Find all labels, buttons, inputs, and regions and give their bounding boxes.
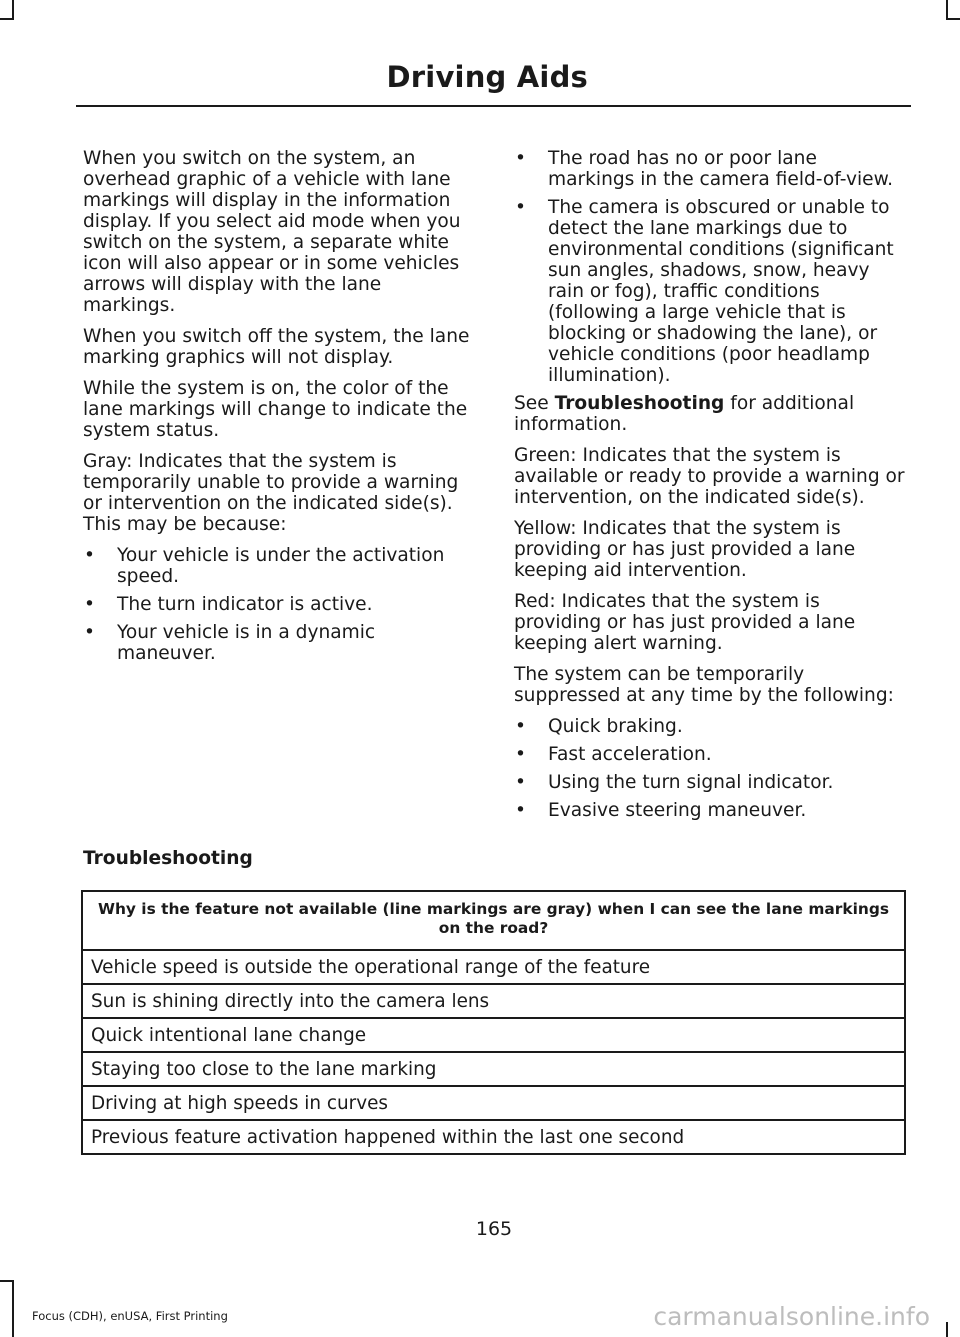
paragraph: When you switch off the system, the lane marking graphics will not display. — [83, 326, 470, 368]
right-column — [514, 148, 907, 828]
bullet-icon: • — [515, 148, 526, 169]
paragraph: The system can be temporarily suppressed at any time by the following: — [514, 664, 894, 706]
footer-text: Focus (CDH), enUSA, First Printing — [32, 1309, 228, 1323]
section-heading: Troubleshooting — [83, 848, 253, 869]
list-item — [514, 772, 907, 793]
page-number: 165 — [475, 1218, 513, 1240]
paragraph: Red: Indicates that the system is providing or has just provided a lane keeping alert warning. — [514, 591, 856, 654]
table-cell: Staying too close to the lane marking — [82, 1052, 905, 1086]
crop-mark — [0, 18, 14, 20]
list-item — [514, 744, 907, 765]
watermark: carmanualsonline.info — [653, 1302, 930, 1331]
table-cell: Sun is shining directly into the camera lens — [82, 984, 905, 1018]
left-column — [83, 148, 476, 671]
table-cell: Vehicle speed is outside the operational range of the feature — [82, 950, 905, 984]
list-item-text: The road has no or poor lane markings in the camera field-of-view. — [548, 148, 893, 190]
page-title: Driving Aids — [386, 60, 588, 94]
crop-mark — [946, 1322, 948, 1337]
bullet-icon: • — [515, 744, 526, 765]
paragraph: Green: Indicates that the system is available or ready to provide a warning or intervention, on the indicated side(s). — [514, 445, 905, 508]
bullet-icon: • — [515, 716, 526, 737]
table-row — [82, 1120, 905, 1154]
paragraph: When you switch on the system, an overhead graphic of a vehicle with lane markings will display in the information display. If you select aid mode when you switch on the system, a separate white icon will also appear or in some vehicles arrows will display with the lane markings. — [83, 148, 461, 316]
table-row — [82, 1052, 905, 1086]
paragraph: Yellow: Indicates that the system is providing or has just provided a lane keeping aid intervention. — [514, 518, 856, 581]
table-cell: Quick intentional lane change — [82, 1018, 905, 1052]
list-item-text: The camera is obscured or unable to detect the lane markings due to environmental conditions (significant sun angles, shadows, snow, heavy rain or fog), traffic conditions (following a large vehicle that is blocking or shadowing the lane), or vehicle conditions (poor headlamp illumination). — [548, 197, 894, 386]
header-divider — [76, 105, 911, 107]
list-item — [514, 800, 907, 821]
paragraph: Gray: Indicates that the system is temporarily unable to provide a warning or intervention on the indicated side(s). This may be because: — [83, 451, 459, 535]
table-cell: Previous feature activation happened within the last one second — [82, 1120, 905, 1154]
list-item-text: Using the turn signal indicator. — [548, 772, 834, 793]
table-row — [82, 1018, 905, 1052]
list-item-text: Your vehicle is in a dynamic maneuver. — [117, 622, 376, 664]
crop-mark — [12, 1280, 14, 1337]
list-item-text: Fast acceleration. — [548, 744, 712, 765]
table-cell: Driving at high speeds in curves — [82, 1086, 905, 1120]
table-row — [82, 1086, 905, 1120]
list-item — [83, 545, 476, 587]
list-item — [514, 197, 907, 386]
troubleshooting-reference-link[interactable]: Troubleshooting — [554, 393, 725, 414]
paragraph: While the system is on, the color of the lane markings will change to indicate the system status. — [83, 378, 468, 441]
crop-mark — [12, 0, 14, 20]
troubleshooting-table — [81, 890, 906, 1155]
see-suffix: for additional information. — [514, 393, 855, 435]
list-item — [514, 148, 907, 190]
table-row — [82, 984, 905, 1018]
see-reference — [514, 393, 907, 435]
table-header: Why is the feature not available (line markings are gray) when I can see the lane markings on the road? — [82, 891, 905, 950]
crop-mark — [946, 18, 960, 20]
list-item — [514, 716, 907, 737]
table-row — [82, 950, 905, 984]
list-item-text: Your vehicle is under the activation speed. — [117, 545, 445, 587]
bullet-icon: • — [84, 622, 95, 643]
list-item-text: Evasive steering maneuver. — [548, 800, 807, 821]
see-prefix: See — [514, 393, 555, 414]
list-item-text: The turn indicator is active. — [117, 594, 373, 615]
bullet-icon: • — [515, 772, 526, 793]
list-item — [83, 622, 476, 664]
list-item — [83, 594, 476, 615]
bullet-icon: • — [515, 800, 526, 821]
bullet-icon: • — [84, 594, 95, 615]
bullet-icon: • — [515, 197, 526, 218]
crop-mark — [946, 0, 948, 20]
crop-mark — [0, 1280, 14, 1282]
bullet-icon: • — [84, 545, 95, 566]
list-item-text: Quick braking. — [548, 716, 683, 737]
